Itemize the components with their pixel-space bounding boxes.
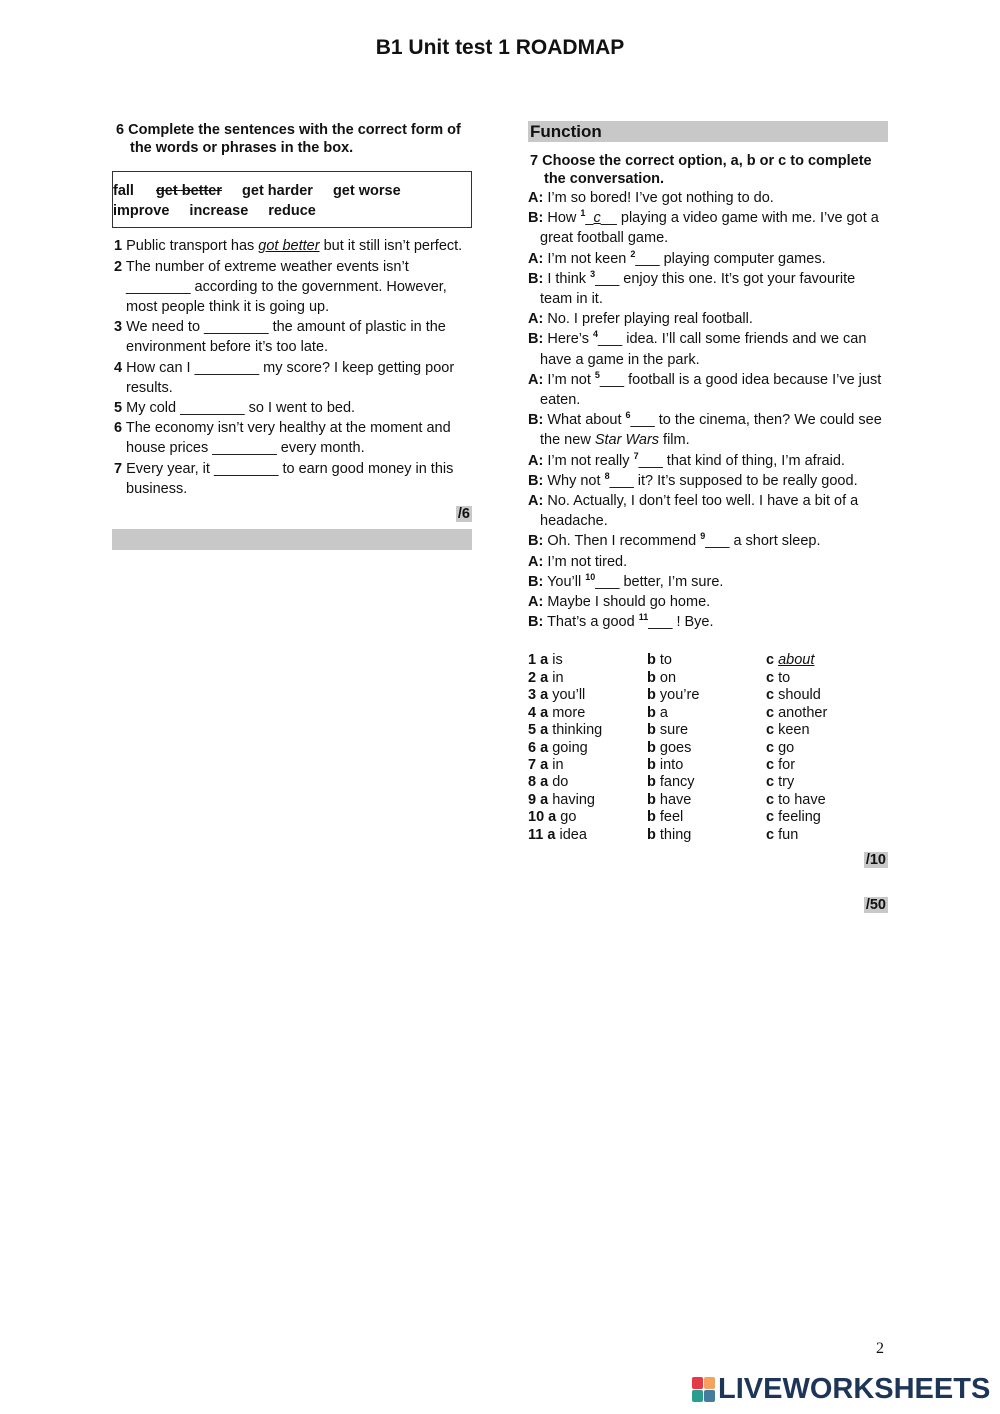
line-text: Why not [543, 472, 605, 489]
speaker: B: [528, 573, 544, 590]
section-6 [114, 121, 472, 550]
option-b [647, 652, 766, 669]
option-b [647, 705, 766, 722]
option-text: thinking [552, 722, 603, 739]
box-word: fall [113, 183, 134, 199]
option-text: to [659, 652, 672, 669]
option-b [647, 670, 766, 687]
conversation-line [528, 471, 888, 491]
line-text: ___ it? It’s supposed to be really good. [609, 472, 858, 489]
item-text: We need to ________ the amount of plastic in the environment before it’s too late. [126, 319, 446, 356]
section-7-score-value: /10 [865, 851, 886, 868]
conversation-line [528, 531, 888, 551]
option-text: go [560, 809, 577, 826]
section-6-items [114, 236, 472, 499]
conversation-line [528, 612, 888, 632]
option-c [766, 827, 885, 844]
option-row [528, 774, 888, 791]
item-text: The economy isn’t very healthy at the moment and house prices ________ every month. [125, 420, 451, 457]
option-c [766, 740, 885, 757]
line-text: I’m not keen [543, 250, 631, 267]
line-text: What about [543, 412, 626, 429]
option-a [528, 722, 647, 739]
option-text: fancy [659, 774, 695, 791]
option-text: for [778, 756, 796, 773]
option-c [766, 792, 885, 809]
gap-number: 7 [633, 450, 639, 461]
option-letter: a [547, 826, 556, 843]
conversation-line [528, 370, 888, 410]
conversation-line [528, 329, 888, 369]
speaker: B: [528, 210, 544, 227]
option-number: 5 [528, 722, 537, 739]
speaker: A: [528, 250, 544, 267]
page-number: 2 [876, 1340, 884, 1357]
total-score-value: /50 [865, 897, 886, 914]
option-letter: c [766, 722, 775, 739]
option-number: 3 [528, 687, 537, 704]
option-letter: b [647, 826, 656, 843]
option-text: should [778, 687, 821, 704]
option-letter: c [766, 739, 775, 756]
line-text: Maybe I should go home. [543, 594, 711, 611]
section-7-instruction-text: Choose the correct option, a, b or c to complete the conversation. [542, 153, 872, 187]
option-text: is [552, 652, 563, 669]
item-text: Public transport has [126, 238, 259, 255]
option-letter: b [647, 704, 656, 721]
conversation [528, 188, 888, 632]
option-c [766, 670, 885, 687]
speaker: A: [528, 311, 544, 328]
option-letter: a [540, 739, 549, 756]
box-word: reduce [268, 203, 316, 220]
option-letter: b [647, 687, 656, 704]
line-text: ___ to the cinema, then? We could see the new [540, 412, 882, 449]
line-text: That’s a good [543, 614, 639, 631]
option-a [528, 687, 647, 704]
option-letter: c [766, 809, 775, 826]
option-a [528, 670, 647, 687]
section-6-number: 6 [116, 122, 125, 138]
option-number: 7 [528, 756, 537, 773]
option-a [528, 774, 647, 791]
option-letter: c [766, 791, 775, 808]
item-number: 2 [114, 258, 123, 275]
option-row [528, 757, 888, 774]
item-text: but it still isn’t perfect. [319, 238, 463, 255]
line-text: I’m not tired. [543, 553, 628, 570]
line-text: You’ll [543, 573, 586, 590]
option-text: having [552, 791, 595, 808]
option-a [528, 705, 647, 722]
page-title: B1 Unit test 1 ROADMAP [375, 36, 625, 59]
option-text: keen [778, 722, 810, 739]
conversation-line [528, 309, 888, 329]
speaker: B: [528, 331, 544, 348]
option-text: in [552, 669, 564, 686]
option-row [528, 652, 888, 669]
option-b [647, 774, 766, 791]
function-section [528, 121, 888, 915]
line-text: ___ enjoy this one. It’s got your favourite team in it. [540, 270, 856, 308]
function-heading: Function [528, 121, 888, 142]
option-b [647, 757, 766, 774]
line-text: ___ ! Bye. [648, 614, 714, 631]
box-word: improve [113, 203, 170, 220]
option-row [528, 792, 888, 809]
option-letter: c [766, 652, 775, 669]
option-number: 10 [528, 809, 545, 826]
section-7-number: 7 [530, 153, 539, 169]
option-text: go [778, 739, 795, 756]
word-box-row-1 [113, 181, 461, 201]
line-text: How [543, 210, 581, 227]
option-number: 2 [528, 669, 537, 686]
option-b [647, 809, 766, 826]
exercise-item [114, 257, 472, 318]
logo-tile [704, 1377, 715, 1389]
exercise-item [114, 358, 472, 398]
option-c [766, 705, 885, 722]
option-b [647, 827, 766, 844]
conversation-line [528, 249, 888, 269]
logo-tile [692, 1390, 703, 1402]
gap-number: 3 [590, 268, 596, 279]
word-box [112, 171, 472, 228]
option-text: do [552, 774, 569, 791]
option-text: going [552, 739, 588, 756]
option-letter: b [647, 722, 656, 739]
option-letter: c [766, 669, 775, 686]
option-row [528, 740, 888, 757]
option-c [766, 757, 885, 774]
option-text: to [778, 669, 791, 686]
conversation-line [528, 188, 888, 208]
item-text: My cold ________ so I went to bed. [126, 400, 356, 417]
line-text: ___ a short sleep. [705, 533, 821, 550]
option-row [528, 722, 888, 739]
option-a [528, 827, 647, 844]
option-letter: a [540, 774, 549, 791]
line-text: I’m not [543, 371, 595, 388]
exercise-item [114, 317, 472, 357]
line-text: ___ football is a good idea because I’ve just eaten. [540, 371, 882, 409]
gap-number: 5 [594, 370, 600, 380]
conversation-line [528, 208, 888, 248]
section-6-score-value: /6 [457, 506, 470, 523]
option-b [647, 687, 766, 704]
speaker: B: [528, 270, 544, 287]
line-text: Oh. Then I recommend [543, 533, 701, 550]
item-number: 6 [114, 420, 123, 437]
logo-icon [692, 1377, 715, 1402]
option-c [766, 687, 885, 704]
exercise-item [114, 418, 472, 458]
option-letter: a [540, 722, 549, 739]
option-text: another [778, 704, 828, 721]
section-6-instruction-text: Complete the sentences with the correct form of the words or phrases in the box. [128, 122, 461, 156]
film-title: Star Wars [594, 432, 660, 449]
option-a [528, 652, 647, 669]
gap-number: 8 [604, 471, 610, 482]
conversation-line [528, 410, 888, 450]
option-letter: b [647, 791, 656, 808]
option-letter: b [647, 739, 656, 756]
item-text: The number of extreme weather events isn’t ________ according to the government. However, most people think it is going up. [125, 258, 447, 316]
speaker: A: [528, 553, 544, 570]
option-number: 4 [528, 704, 537, 721]
line-text: ___ playing computer games. [635, 250, 826, 267]
speaker: A: [528, 594, 544, 611]
speaker: A: [528, 190, 544, 206]
option-c [766, 722, 885, 739]
line-text: No. Actually, I don’t feel too well. I have a bit of a headache. [540, 493, 859, 530]
option-text: into [659, 756, 684, 773]
gap-number: 10 [585, 572, 596, 583]
gap-number: 9 [700, 531, 706, 542]
option-number: 1 [528, 652, 537, 669]
option-text: sure [659, 722, 689, 739]
exercise-item [114, 459, 472, 499]
item-number: 3 [114, 319, 123, 336]
option-a [528, 757, 647, 774]
option-text: in [552, 756, 564, 773]
option-text: try [778, 774, 795, 791]
option-text: you’re [659, 687, 700, 704]
option-number: 6 [528, 739, 537, 756]
speaker: A: [528, 493, 544, 510]
section-6-instruction [114, 121, 472, 157]
option-letter: a [548, 809, 557, 826]
liveworksheets-logo [692, 1374, 990, 1404]
option-letter: b [647, 756, 656, 773]
total-score [528, 895, 888, 915]
option-letter: b [647, 669, 656, 686]
conversation-line [528, 552, 888, 572]
section-7-score [528, 850, 888, 870]
logo-tile [692, 1377, 703, 1389]
option-letter: c [766, 826, 775, 843]
gap-number: 1 [580, 208, 586, 219]
option-a [528, 809, 647, 826]
item-number: 5 [114, 400, 123, 417]
option-text: fun [778, 826, 799, 843]
option-letter: b [647, 652, 656, 669]
example-answer: got better [258, 238, 320, 255]
line-text: ___ better, I’m sure. [595, 573, 724, 590]
item-text: How can I ________ my score? I keep getting poor results. [126, 359, 455, 396]
option-number: 11 [528, 826, 544, 843]
exercise-item [114, 398, 472, 418]
gap-number: 2 [630, 248, 636, 259]
option-letter: a [540, 756, 549, 773]
gap-number: 11 [638, 612, 649, 623]
option-text: idea [559, 826, 587, 843]
line-text: ___ idea. I’ll call some friends and we can have a game in the park. [540, 331, 867, 368]
option-text: a [659, 704, 668, 721]
option-row [528, 827, 888, 844]
option-letter: a [540, 652, 549, 669]
line-text: I’m so bored! I’ve got nothing to do. [543, 190, 774, 206]
option-letter: a [540, 687, 549, 704]
conversation-line [528, 572, 888, 592]
speaker: B: [528, 614, 544, 631]
option-text: goes [659, 739, 692, 756]
option-row [528, 705, 888, 722]
option-row [528, 670, 888, 687]
conversation-line [528, 491, 888, 531]
item-number: 4 [114, 359, 123, 376]
option-text: you’ll [552, 687, 586, 704]
gap-number: 4 [593, 329, 599, 340]
gap-number: 6 [625, 410, 631, 421]
option-text: about [778, 652, 815, 669]
option-number: 8 [528, 774, 537, 791]
options-table [528, 652, 888, 843]
option-text: more [552, 704, 586, 721]
option-a [528, 740, 647, 757]
word-box-row-2 [113, 201, 461, 221]
option-letter: a [540, 791, 549, 808]
option-text: feel [659, 809, 684, 826]
option-row [528, 687, 888, 704]
conversation-line [528, 269, 888, 309]
exercise-item [114, 236, 472, 256]
section-divider-bar [112, 529, 472, 550]
option-letter: b [647, 809, 656, 826]
box-word: get better [155, 183, 223, 199]
speaker: B: [528, 533, 544, 550]
section-6-score [114, 504, 472, 524]
option-c [766, 809, 885, 826]
box-word: increase [189, 203, 249, 220]
option-letter: c [766, 774, 775, 791]
line-text: I think [543, 270, 591, 287]
option-letter: c [766, 756, 775, 773]
speaker: A: [528, 452, 544, 469]
box-word: get worse [332, 183, 401, 199]
speaker: B: [528, 412, 544, 429]
option-c [766, 774, 885, 791]
item-number: 1 [114, 238, 123, 255]
option-letter: c [766, 704, 775, 721]
option-letter: a [540, 704, 549, 721]
option-letter: b [647, 774, 656, 791]
line-text: Here’s [543, 331, 594, 348]
option-b [647, 792, 766, 809]
option-b [647, 740, 766, 757]
logo-tile [704, 1390, 715, 1402]
section-7-instruction [528, 152, 888, 188]
conversation-line [528, 451, 888, 471]
example-answer: c [593, 210, 601, 227]
option-text: have [659, 791, 692, 808]
line-text: __ playing a video game with me. I’ve got a great football game. [540, 210, 879, 247]
option-b [647, 722, 766, 739]
conversation-line [528, 592, 888, 612]
option-text: feeling [778, 809, 821, 826]
option-letter: c [766, 687, 775, 704]
line-text: film. [659, 432, 690, 449]
line-text: _ [585, 210, 594, 227]
line-text: ___ that kind of thing, I’m afraid. [638, 452, 845, 469]
option-number: 9 [528, 791, 537, 808]
option-text: thing [659, 826, 692, 843]
box-word: get harder [242, 183, 313, 199]
option-c [766, 652, 885, 669]
item-number: 7 [114, 460, 123, 477]
option-row [528, 809, 888, 826]
speaker: B: [528, 472, 544, 489]
logo-text: LIVEWORKSHEETS [718, 1372, 991, 1405]
line-text: No. I prefer playing real football. [543, 311, 753, 328]
option-text: on [659, 669, 677, 686]
option-letter: a [540, 669, 549, 686]
option-a [528, 792, 647, 809]
item-text: Every year, it ________ to earn good money in this business. [126, 460, 454, 497]
option-text: to have [778, 791, 826, 808]
line-text: I’m not really [543, 452, 634, 469]
speaker: A: [528, 371, 544, 388]
